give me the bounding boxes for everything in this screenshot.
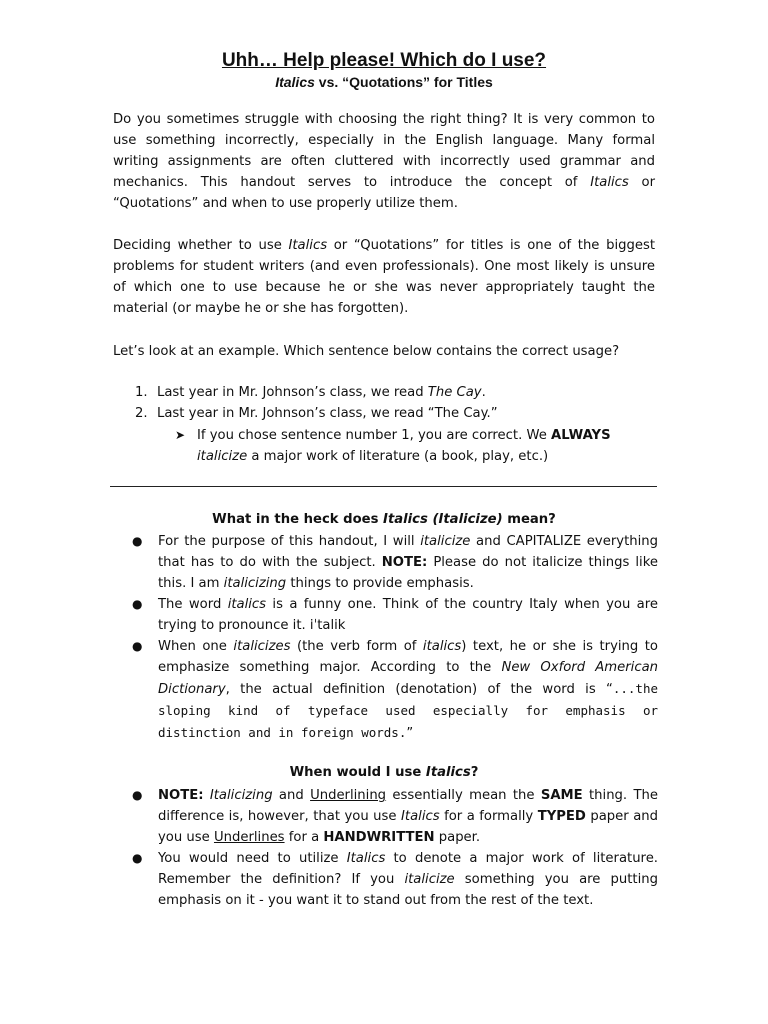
deciding-text-c: or “Quotations” for titles is one of the biggest problems for student writers (and even professionals). One most likely is unsure of which one to use because he or she was never appropriately taught the material (or maybe he or she has forgotten). [113,238,655,316]
bullet-text: for a [284,830,324,845]
bullet-text: essentially mean the [386,788,541,803]
bullet-text: italicizes [233,639,291,654]
list-item [113,531,658,594]
section-heading-italics-meaning [0,512,768,527]
deciding-paragraph [113,235,655,319]
bullet-text: ) text, he or she is trying to emphasize something major. According to the [158,639,658,675]
answer-note [175,425,657,467]
answer-text-b: ALWAYS [551,428,611,443]
bullet-text: SAME [540,788,583,803]
list-item [113,594,658,636]
bullet-text: Italics [346,851,386,866]
section-divider [110,486,657,487]
bullet-text: , the actual definition (denotation) of the word is “ [225,682,613,697]
list-number: 2. [135,406,148,421]
bullet-text: for a formally [439,809,538,824]
bullet-text: italicizing [223,576,287,591]
definition-quote: ...the sloping kind of typeface used especially for emphasis or distinction and in foreign words. [158,681,658,740]
list-item-end: . [481,385,486,400]
list-item [113,848,658,911]
example-prompt: Let’s look at an example. Which sentence below contains the correct usage? [113,344,620,359]
heading-text-c: mean? [502,512,556,527]
bullet-text: things to provide emphasis. [286,576,474,591]
round-bullet-icon: ● [132,788,143,802]
heading-text-b: Italics [425,765,471,780]
list-item [113,403,655,424]
subtitle-italic: Italics [275,74,315,90]
heading-text-a: When would I use [289,765,426,780]
list-item [113,785,658,848]
round-bullet-icon: ● [132,639,143,653]
round-bullet-icon: ● [132,851,143,865]
section-heading-when-to-use [0,765,768,780]
intro-text-c: or “Quotations” and when to use properly utilize them. [113,175,656,211]
subtitle-rest: vs. “Quotations” for Titles [314,74,493,90]
list-item-title: The Cay [427,385,482,400]
intro-text-b: Italics [590,175,629,190]
answer-text-a: If you chose sentence number 1, you are correct. We [197,428,552,443]
page-subtitle [0,74,768,90]
bullet-text: italics [227,597,267,612]
round-bullet-icon: ● [132,597,143,611]
bullet-text: thing. The difference is, however, that you use [158,788,658,824]
list-number: 1. [135,385,148,400]
list-item-text: Last year in Mr. Johnson’s class, we read “The Cay.” [157,406,498,421]
bullet-text: Please do not italicize things like this. I am [158,555,658,591]
bullet-text: is a funny one. Think of the country Italy when you are trying to pronounce it. iˈtalik [158,597,659,633]
example-list [113,382,655,424]
bullet-text: italicize [420,534,471,549]
list-item-text: Last year in Mr. Johnson’s class, we read [157,385,428,400]
bullet-text: When one [158,639,234,654]
bullet-text: NOTE: [158,788,204,803]
deciding-text-b: Italics [288,238,328,253]
meaning-bullet-list [113,531,658,744]
intro-text-a: Do you sometimes struggle with choosing the right thing? It is very common to use something incorrectly, especially in the English language. Many formal writing assignments are often cluttered with incorrectly used grammar and mechanics. This handout serves to introduce the concept of [113,112,655,190]
bullet-text: Underlining [310,788,387,803]
round-bullet-icon: ● [132,534,143,548]
bullet-text: For the purpose of this handout, I will [158,534,421,549]
bullet-text: You would need to utilize [158,851,347,866]
heading-text-a: What in the heck does [212,512,384,527]
list-item [113,382,655,403]
bullet-text: TYPED [537,809,586,824]
bullet-text: italics [422,639,462,654]
bullet-text: New Oxford American Dictionary [158,660,659,697]
bullet-text: (the verb form of [290,639,423,654]
bullet-text: italicize [404,872,455,887]
bullet-text: ” [406,726,414,741]
answer-text-c: italicize [197,449,248,464]
bullet-text: Underlines [213,830,285,845]
deciding-text-a: Deciding whether to use [113,238,289,253]
bullet-text: Italicizing [209,788,273,803]
intro-paragraph [113,109,655,214]
page-title: Uhh… Help please! Which do I use? [221,50,547,71]
heading-text-c: ? [470,765,479,780]
bullet-text: something you are putting emphasis on it - you want it to stand out from the rest of the text. [158,872,658,908]
bullet-text: NOTE: [381,555,428,570]
heading-text-b: Italics (Italicize) [383,512,503,527]
bullet-text: and CAPITALIZE everything that has to do with the subject. [158,534,658,570]
bullet-text: paper and you use [158,809,658,845]
bullet-text: HANDWRITTEN [323,830,435,845]
bullet-text: and [272,788,311,803]
bullet-text: Italics [401,809,440,824]
bullet-text: paper. [434,830,481,845]
arrow-bullet-icon: ➤ [175,428,186,442]
list-item [113,636,658,744]
answer-text-d: a major work of literature (a book, play, etc.) [247,449,549,464]
bullet-text: The word [158,597,228,612]
usage-bullet-list [113,785,658,911]
bullet-text: to denote a major work of literature. Remember the definition? If you [158,851,658,887]
